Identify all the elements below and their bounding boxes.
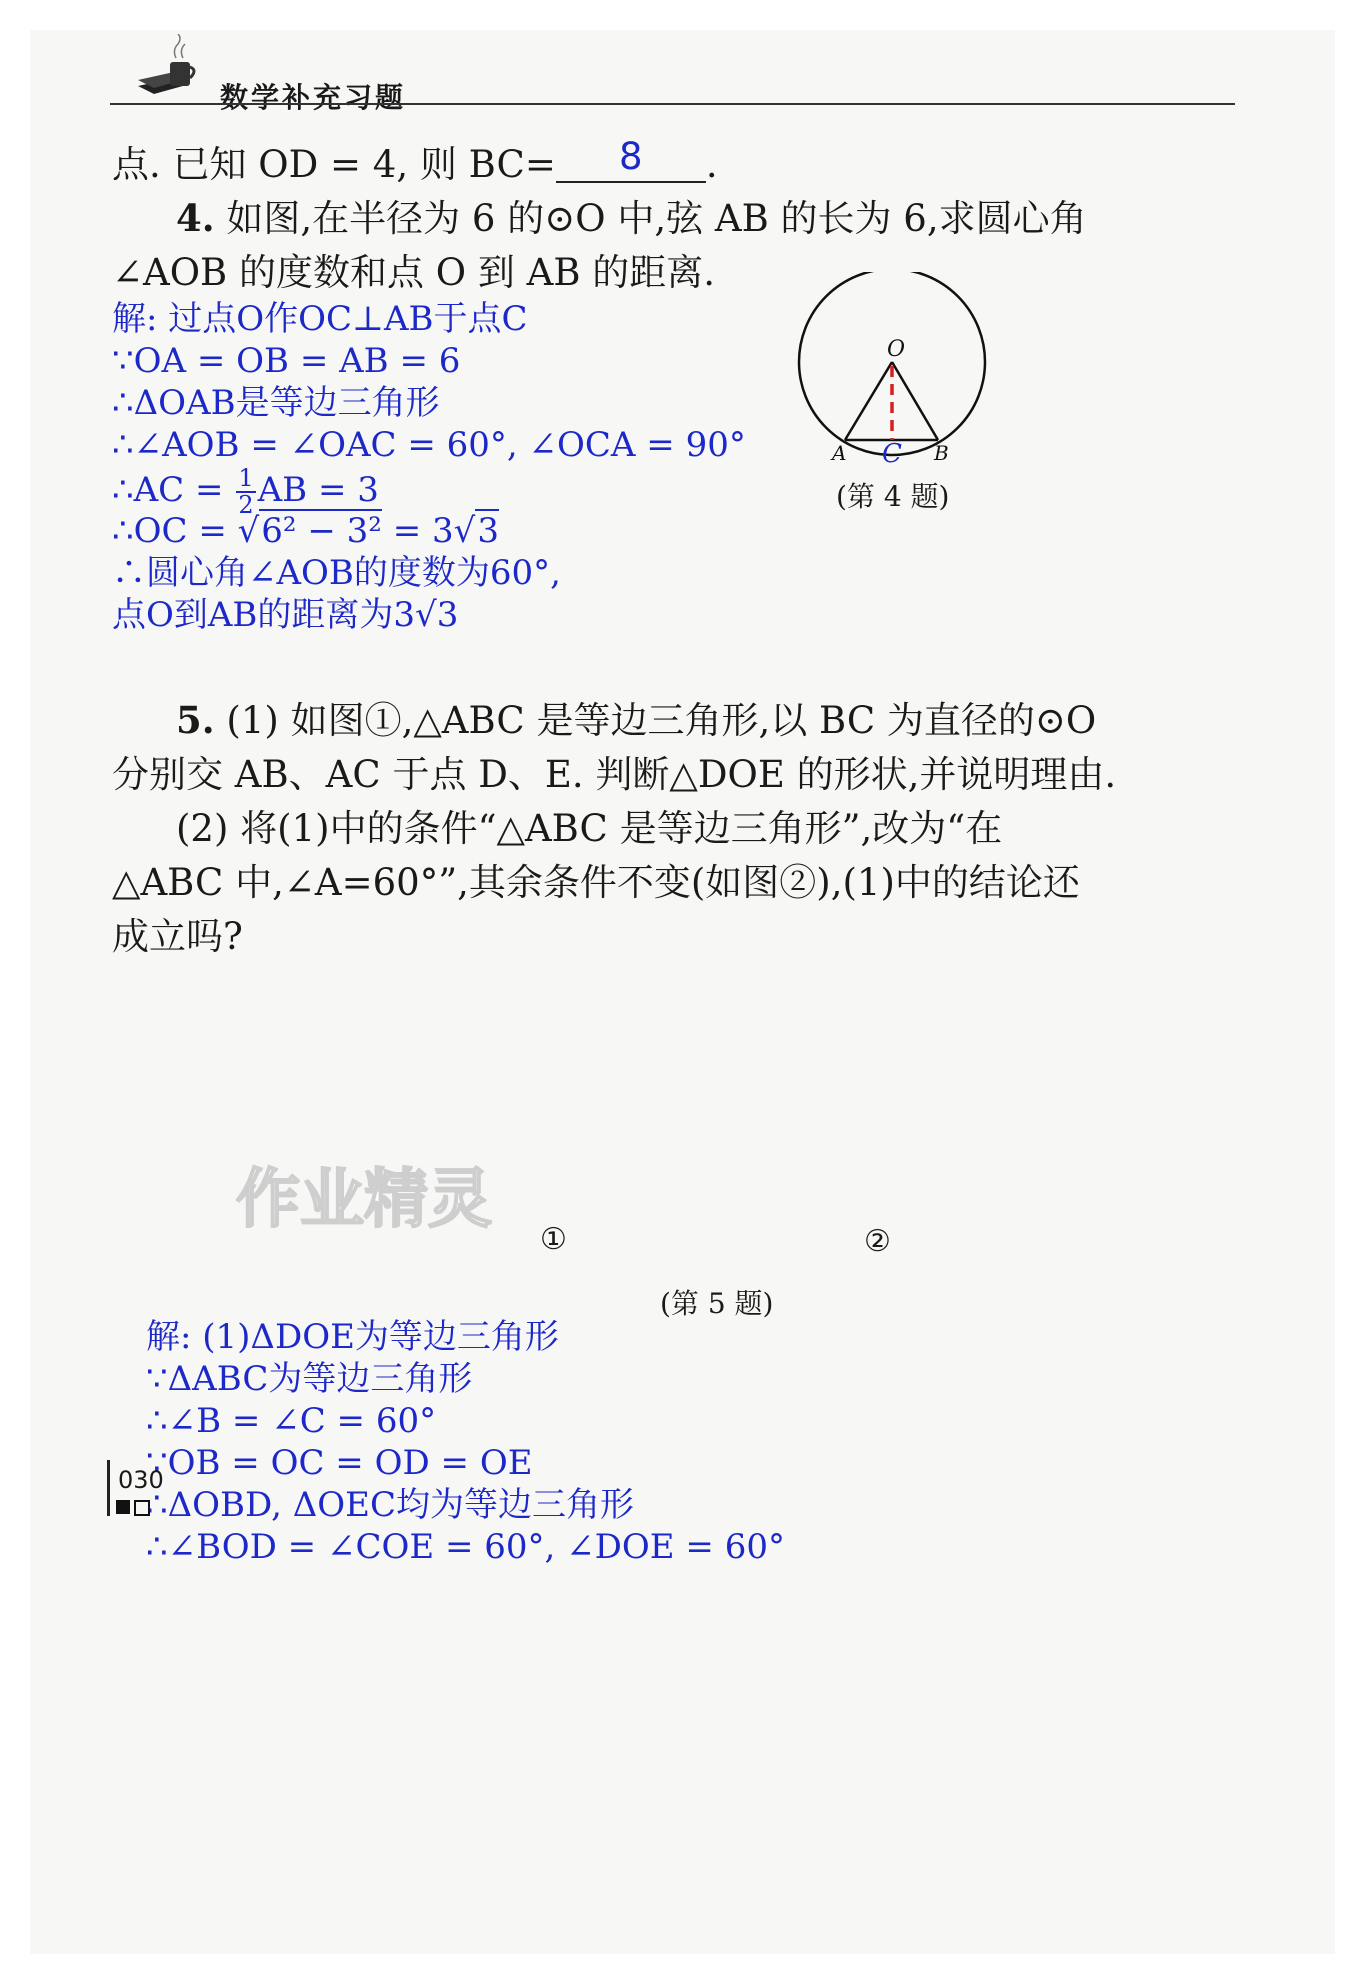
q4-text-1: 如图,在半径为 6 的⊙O 中,弦 AB 的长为 6,求圆心角 <box>226 197 1087 240</box>
q4-figure <box>790 272 1000 472</box>
q5-sol-line-4: ∵OB = OC = OD = OE <box>146 1443 533 1483</box>
q5-p1-line1 <box>176 698 1097 742</box>
q4-sol-6-b: = 3√ <box>381 511 476 551</box>
q4-sol-line-8: 点O到AB的距离为3√3 <box>112 595 459 635</box>
q4-radius-ob <box>892 362 938 440</box>
q4-sol-5-b: AB = 3 <box>257 470 379 511</box>
q5-figure-1 <box>440 960 680 1210</box>
q5-sol-line-1: 解: (1)ΔDOE为等边三角形 <box>146 1317 559 1357</box>
q3-tail <box>112 135 718 186</box>
q4-frac-den: 2 <box>238 491 254 520</box>
book-mug-icon <box>128 34 200 102</box>
watermark: 作业精灵 <box>236 1163 492 1237</box>
q4-number: 4. <box>176 196 215 240</box>
q4-sol-line-7: ∴圆心角∠AOB的度数为60°, <box>112 553 561 593</box>
q5-p2-line2: △ABC 中,∠A=60°”,其余条件不变(如图②),(1)中的结论还 <box>112 861 1080 904</box>
q4-sqrt-radicand: 6² − 3² <box>261 511 382 551</box>
q4-sol-line-2: ∵OA = OB = AB = 6 <box>112 341 461 381</box>
q4-sol-line-1: 解: 过点O作OC⊥AB于点C <box>112 299 528 339</box>
q4-sol-6-a: ∴OC = √ <box>112 511 260 551</box>
q5-number: 5. <box>176 698 215 742</box>
q3-answer: 8 <box>619 135 643 178</box>
q5-caption: (第 5 题) <box>660 1287 774 1320</box>
q4-sol-line-6 <box>112 511 499 551</box>
page-marker-filled <box>116 1500 130 1514</box>
q5-p2-line3: 成立吗? <box>112 915 243 958</box>
page-number-rule <box>107 1460 110 1516</box>
page-number: 030 <box>118 1466 164 1494</box>
q4-sol-line-4: ∴∠AOB = ∠OAC = 60°, ∠OCA = 90° <box>112 425 746 465</box>
q5-sol-line-2: ∵ΔABC为等边三角形 <box>146 1359 473 1399</box>
q5-sol-line-3: ∴∠B = ∠C = 60° <box>146 1401 437 1441</box>
q4-label-o: O <box>887 337 906 362</box>
q4-line1 <box>176 196 1087 240</box>
q4-line2: ∠AOB 的度数和点 O 到 AB 的距离. <box>112 251 716 294</box>
q3-end: . <box>705 143 718 186</box>
q4-label-a: A <box>832 441 847 465</box>
q5-p2-line1: (2) 将(1)中的条件“△ABC 是等边三角形”,改为“在 <box>176 807 1003 850</box>
q4-sol-line-3: ∴ΔOAB是等边三角形 <box>112 383 440 423</box>
q4-caption: (第 4 题) <box>836 480 950 513</box>
header-title: 数学补充习题 <box>220 81 407 114</box>
q5-p1-text-1: (1) 如图①,△ABC 是等边三角形,以 BC 为直径的⊙O <box>226 699 1097 742</box>
q4-label-b: B <box>934 441 949 465</box>
q5-fig2-label: ② <box>864 1224 891 1259</box>
q4-sqrt-3: 3 <box>477 511 499 551</box>
header-rule <box>110 103 1235 105</box>
q5-figure-2 <box>760 955 1000 1210</box>
q4-sol-5-a: ∴AC = <box>112 470 235 511</box>
q5-sol-line-6: ∴∠BOD = ∠COE = 60°, ∠DOE = 60° <box>146 1527 785 1567</box>
q3-text: 点. 已知 OD = 4, 则 BC= <box>112 143 556 186</box>
q5-fig1-label: ① <box>540 1222 567 1257</box>
q3-blank <box>556 135 706 183</box>
q5-sol-line-5: ∴ΔOBD, ΔOEC均为等边三角形 <box>146 1485 634 1525</box>
q4-frac-num: 1 <box>238 464 254 492</box>
q4-label-c: C <box>882 439 902 469</box>
q5-p1-line2: 分别交 AB、AC 于点 D、E. 判断△DOE 的形状,并说明理由. <box>112 753 1117 796</box>
q4-radius-oa <box>845 362 892 440</box>
page-marker-empty <box>134 1500 150 1516</box>
